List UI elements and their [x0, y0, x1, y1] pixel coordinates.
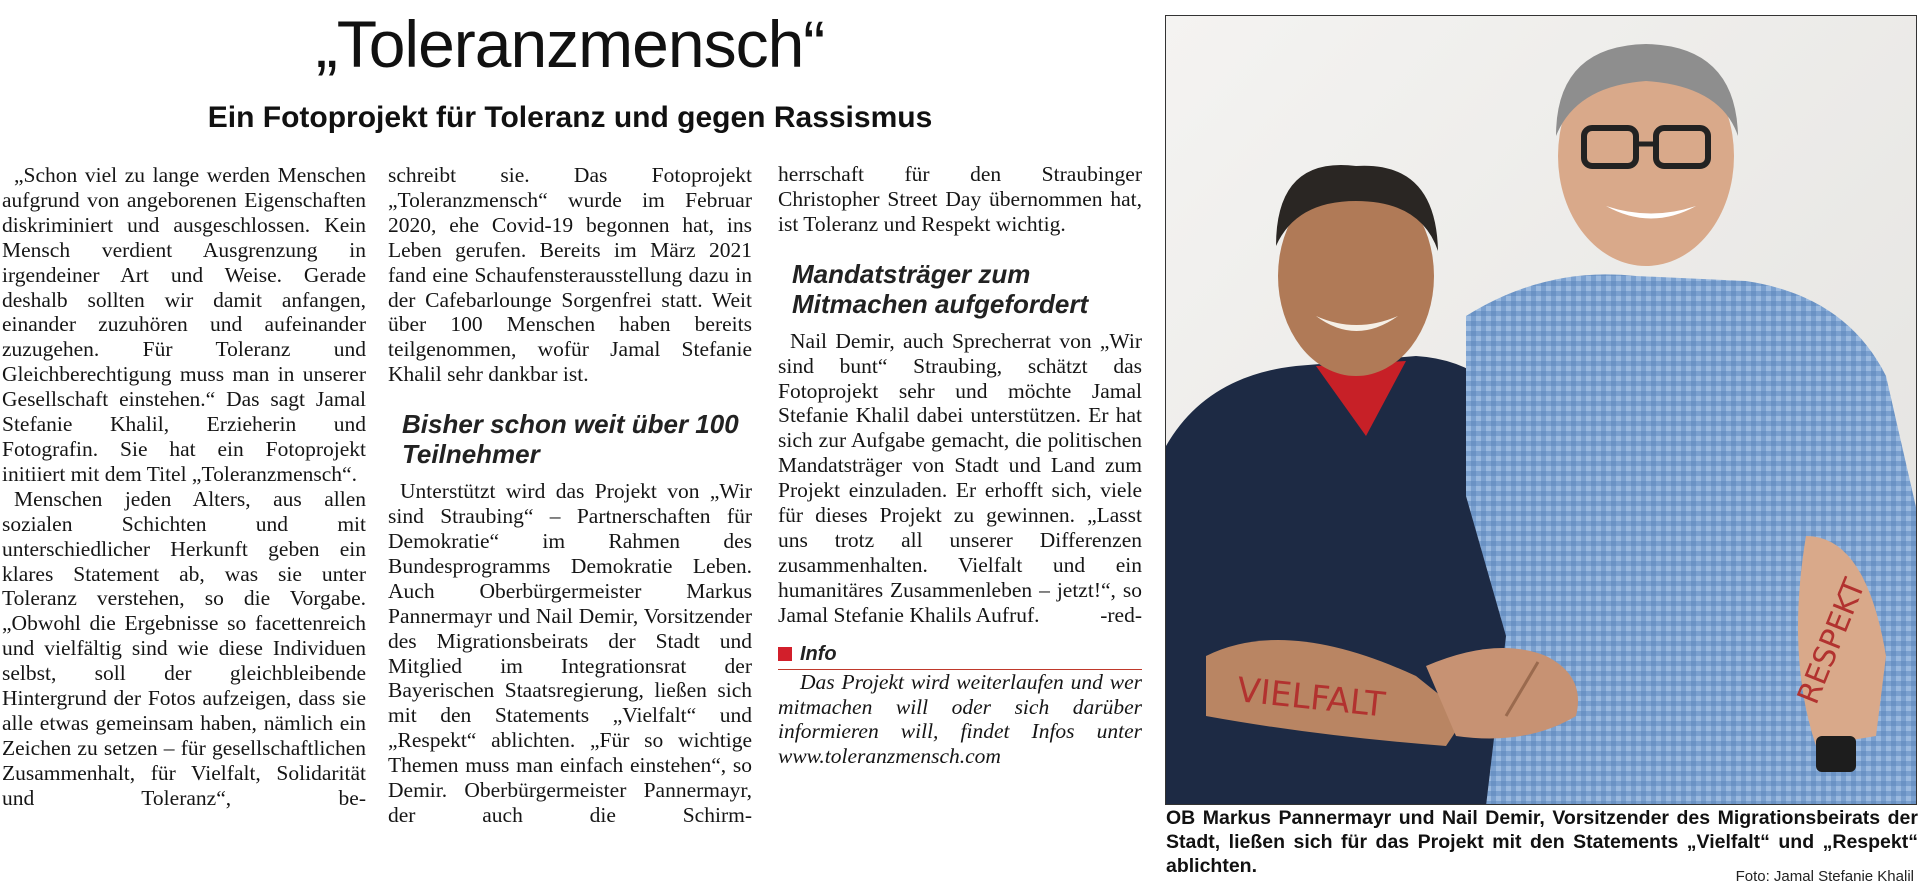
paragraph: „Schon viel zu lange werden Menschen aufgrund von angeborenen Eigenschaften diskriminiert und ausgeschlossen. Kein Mensch verdient Ausgrenzung in irgendeiner Art und Weise. Gerade deshalb sollten wir damit anfangen, einander zuzuhören und aufeinander zuzugehen. Für Toleranz und Gleichberechtigung muss man in unserer Gesellschaft einstehen.“ Das sagt Jamal Stefanie Khalil, Erzieherin und Fotografin. Sie hat ein Fotoprojekt initiiert mit dem Titel „Toleranzmensch“. [2, 163, 366, 486]
article-column-3 [778, 162, 1142, 769]
paragraph: Menschen jeden Alters, aus allen sozialen Schichten und mit unterschiedlicher Herkunft geben ein klares Statement ab, was sie unter Toleranz verstehen, so die Vorgabe. „Obwohl die Ergebnisse so facettenreich und vielfältig sind wie diese Individuen selbst, soll der gleichbleibende Hintergrund der Fotos aufzeigen, dass sie alle etwas gemeinsam haben, nämlich ein Zeichen zu setzen – für gesellschaftlichen Zusammenhalt, für Vielfalt, Solidarität und Toleranz“, be- [2, 486, 366, 810]
article-column-1 [2, 163, 366, 811]
subheadline: Ein Fotoprojekt für Toleranz und gegen Rassismus [207, 101, 933, 134]
red-square-icon [778, 647, 792, 661]
info-box-header [778, 642, 1142, 670]
arm-text-vielfalt: VIELFALT [1235, 670, 1387, 726]
paragraph: schreibt sie. Das Fotoprojekt „Toleranzmensch“ wurde im Februar 2020, ehe Covid-19 begonnen hat, ins Leben gerufen. Bereits im März 2021 fand eine Schaufensterausstellung dazu in der Cafebarlounge Sorgenfrei statt. Weit über 100 Menschen haben bereits teilgenommen, wofür Jamal Stefanie Khalil sehr dankbar ist. [388, 163, 752, 387]
article-photo [1165, 15, 1917, 805]
paragraph-text: Nail Demir, auch Sprecherrat von „Wir sind bunt“ Straubing, schätzt das Fotoprojekt sehr und möchte Jamal Stefanie Khalil dabei unterstützen. Er hat sich zur Aufgabe gemacht, die politischen Mandatsträger von Stadt und Land zum Projekt einzuladen. Er erhofft sich, viele für dieses Projekt zu gewinnen. „Lasst uns trotz all unserer Differenzen zusammenhalten. Vielfalt und ein humanitäres Zusammenleben – jetzt!“, so Jamal Stefanie Khalils Aufruf. [778, 328, 1142, 627]
info-label: Info [800, 642, 837, 665]
paragraph: herrschaft für den Straubinger Christopher Street Day übernommen hat, ist Toleranz und Respekt wichtig. [778, 162, 1142, 236]
author-signature: -red- [1100, 602, 1142, 627]
photo-credit: Foto: Jamal Stefanie Khalil [1735, 868, 1914, 885]
article-column-2 [388, 163, 752, 828]
arm-text-respekt: RESPEKT [1790, 573, 1873, 709]
info-text: Das Projekt wird weiterlaufen und wer mitmachen will oder sich darüber informieren will, findet Infos unter www.toleranzmensch.com [778, 669, 1142, 769]
section-subheading: Bisher schon weit über 100 Teilnehmer [402, 409, 739, 470]
headline: „Toleranzmensch“ [315, 7, 825, 81]
paragraph [778, 329, 1142, 628]
section-subheading: Mandatsträger zum Mitmachen aufgefordert [792, 258, 1089, 319]
paragraph: Unterstützt wird das Projekt von „Wir sind Straubing“ – Partnerschaften für Demokratie“ im Rahmen des Bundesprogramms Demokratie Leben. Auch Oberbürgermeister Markus Pannermayr und Nail Demir, Vorsitzender des Migrationsbeirats der Stadt und Mitglied im Integrationsrat der Bayerischen Staatsregierung, ließen sich mit den Statements „Vielfalt“ und „Respekt“ ablichten. „Für so wichtige Themen muss man einfach einstehen“, so Demir. Oberbürgermeister Pannermayr, der auch die Schirm- [388, 479, 752, 827]
photo-caption: OB Markus Pannermayr und Nail Demir, Vorsitzender des Migrationsbeirats der Stadt, ließen sich für das Projekt mit den Statements „Vielfalt“ und „Respekt“ ablichten. [1166, 807, 1918, 877]
